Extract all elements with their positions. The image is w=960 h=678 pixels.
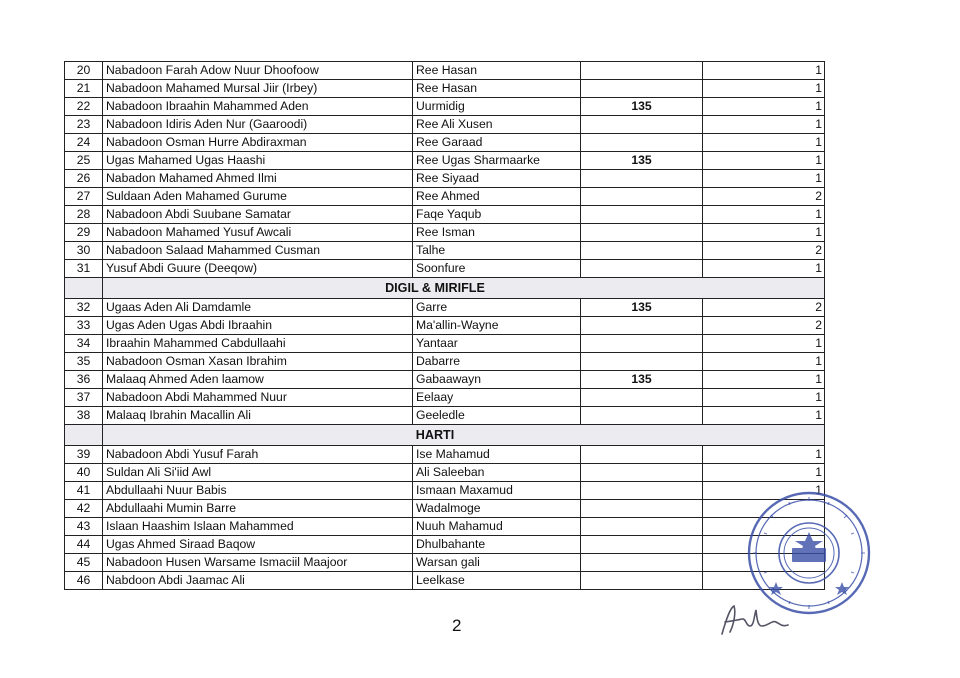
seat-count: [581, 482, 703, 500]
member-name: Abdullaahi Nuur Babis: [103, 482, 413, 500]
seat-count: [581, 446, 703, 464]
clan-name: Talhe: [413, 242, 581, 260]
member-name: Suldan Ali Si'iid Awl: [103, 464, 413, 482]
section-spacer: [65, 278, 103, 299]
clan-name: Gabaawayn: [413, 371, 581, 389]
clan-name: Soonfure: [413, 260, 581, 278]
section-title: DIGIL & MIRIFLE: [103, 278, 825, 299]
member-count: 1: [703, 482, 825, 500]
member-count: 1: [703, 446, 825, 464]
seat-count: [581, 224, 703, 242]
clan-name: Eelaay: [413, 389, 581, 407]
table-row: [65, 464, 825, 482]
section-title: HARTI: [103, 425, 825, 446]
clan-name: Yantaar: [413, 335, 581, 353]
seat-count: [581, 188, 703, 206]
table-row: [65, 242, 825, 260]
member-name: Nabadoon Abdi Yusuf Farah: [103, 446, 413, 464]
clan-name: Uurmidig: [413, 98, 581, 116]
row-number: 27: [65, 188, 103, 206]
member-name: Malaaq Ahmed Aden laamow: [103, 371, 413, 389]
member-count: 1: [703, 353, 825, 371]
member-count: 1: [703, 62, 825, 80]
seat-count: [581, 317, 703, 335]
clan-name: Dhulbahante: [413, 536, 581, 554]
seat-count: 135: [581, 371, 703, 389]
member-name: Nabadoon Osman Hurre Abdiraxman: [103, 134, 413, 152]
row-number: 31: [65, 260, 103, 278]
seat-count: [581, 500, 703, 518]
clan-name: Ree Ahmed: [413, 188, 581, 206]
member-count: 1: [703, 464, 825, 482]
clan-name: Nuuh Mahamud: [413, 518, 581, 536]
table-row: [65, 260, 825, 278]
row-number: 21: [65, 80, 103, 98]
seat-count: [581, 242, 703, 260]
table-row: [65, 500, 825, 518]
member-name: Nabadoon Abdi Suubane Samatar: [103, 206, 413, 224]
table-row: [65, 188, 825, 206]
row-number: 39: [65, 446, 103, 464]
member-count: 1: [703, 335, 825, 353]
row-number: 42: [65, 500, 103, 518]
member-name: Nabadoon Mahamed Mursal Jiir (Irbey): [103, 80, 413, 98]
member-name: Ugaas Aden Ali Damdamle: [103, 299, 413, 317]
member-name: Nabadoon Idiris Aden Nur (Gaaroodi): [103, 116, 413, 134]
seat-count: [581, 572, 703, 590]
member-count: 1: [703, 134, 825, 152]
clan-name: Ma'allin-Wayne: [413, 317, 581, 335]
table-row: [65, 317, 825, 335]
member-name: Nabadon Mahamed Ahmed Ilmi: [103, 170, 413, 188]
clan-name: Ree Ali Xusen: [413, 116, 581, 134]
table-row: [65, 206, 825, 224]
clan-name: Ree Hasan: [413, 62, 581, 80]
member-name: Malaaq Ibrahin Macallin Ali: [103, 407, 413, 425]
clan-name: Ree Siyaad: [413, 170, 581, 188]
member-count: 1: [703, 389, 825, 407]
member-count: 2: [703, 317, 825, 335]
member-name: Nabadoon Husen Warsame Ismaciil Maajoor: [103, 554, 413, 572]
member-name: Islaan Haashim Islaan Mahammed: [103, 518, 413, 536]
seat-count: 135: [581, 98, 703, 116]
row-number: 38: [65, 407, 103, 425]
seat-count: [581, 554, 703, 572]
row-number: 24: [65, 134, 103, 152]
section-header-row: [65, 425, 825, 446]
member-name: Nabadoon Abdi Mahammed Nuur: [103, 389, 413, 407]
row-number: 23: [65, 116, 103, 134]
member-count: 1: [703, 170, 825, 188]
table-row: [65, 224, 825, 242]
member-count: 1: [703, 116, 825, 134]
row-number: 30: [65, 242, 103, 260]
seat-count: [581, 134, 703, 152]
member-name: Nabadoon Salaad Mahammed Cusman: [103, 242, 413, 260]
row-number: 20: [65, 62, 103, 80]
table-row: [65, 536, 825, 554]
clan-name: Ree Ugas Sharmaarke: [413, 152, 581, 170]
member-name: Abdullaahi Mumin Barre: [103, 500, 413, 518]
row-number: 43: [65, 518, 103, 536]
member-name: Ugas Ahmed Siraad Baqow: [103, 536, 413, 554]
member-count: 1: [703, 80, 825, 98]
row-number: 32: [65, 299, 103, 317]
row-number: 28: [65, 206, 103, 224]
clan-name: Wadalmoge: [413, 500, 581, 518]
table-row: [65, 62, 825, 80]
table-row: [65, 407, 825, 425]
seat-count: [581, 407, 703, 425]
table-row: [65, 134, 825, 152]
clan-name: Ree Isman: [413, 224, 581, 242]
table-row: [65, 446, 825, 464]
member-count: 2: [703, 299, 825, 317]
table-row: [65, 152, 825, 170]
row-number: 34: [65, 335, 103, 353]
member-name: Nabdoon Abdi Jaamac Ali: [103, 572, 413, 590]
member-count: 1: [703, 224, 825, 242]
table-row: [65, 98, 825, 116]
row-number: 33: [65, 317, 103, 335]
seat-count: [581, 536, 703, 554]
member-name: Nabadoon Osman Xasan Ibrahim: [103, 353, 413, 371]
row-number: 35: [65, 353, 103, 371]
clan-name: Dabarre: [413, 353, 581, 371]
seat-count: [581, 116, 703, 134]
table-row: [65, 482, 825, 500]
table-row: [65, 335, 825, 353]
member-name: Ugas Mahamed Ugas Haashi: [103, 152, 413, 170]
row-number: 26: [65, 170, 103, 188]
clan-name: Ree Garaad: [413, 134, 581, 152]
table-row: [65, 299, 825, 317]
member-count: 2: [703, 242, 825, 260]
handwritten-signature-icon: [716, 600, 806, 640]
table-row: [65, 353, 825, 371]
clan-name: Geeledle: [413, 407, 581, 425]
member-name: Ibraahin Mahammed Cabdullaahi: [103, 335, 413, 353]
member-count: 2: [703, 188, 825, 206]
row-number: 37: [65, 389, 103, 407]
member-count: 1: [703, 206, 825, 224]
seat-count: 135: [581, 299, 703, 317]
row-number: 36: [65, 371, 103, 389]
seat-count: 135: [581, 152, 703, 170]
member-count: 1: [703, 407, 825, 425]
table-row: [65, 518, 825, 536]
seat-count: [581, 260, 703, 278]
row-number: 44: [65, 536, 103, 554]
member-count: 1: [703, 260, 825, 278]
member-name: Suldaan Aden Mahamed Gurume: [103, 188, 413, 206]
clan-name: Leelkase: [413, 572, 581, 590]
seat-count: [581, 518, 703, 536]
row-number: 22: [65, 98, 103, 116]
table-row: [65, 554, 825, 572]
seat-count: [581, 353, 703, 371]
row-number: 29: [65, 224, 103, 242]
row-number: 46: [65, 572, 103, 590]
seat-count: [581, 206, 703, 224]
section-spacer: [65, 425, 103, 446]
row-number: 45: [65, 554, 103, 572]
clan-name: Ismaan Maxamud: [413, 482, 581, 500]
member-name: Yusuf Abdi Guure (Deeqow): [103, 260, 413, 278]
member-name: Nabadoon Mahamed Yusuf Awcali: [103, 224, 413, 242]
page-number: 2: [452, 616, 462, 635]
table-row: [65, 389, 825, 407]
member-count: 1: [703, 371, 825, 389]
official-seal-icon: [744, 488, 874, 618]
seat-count: [581, 62, 703, 80]
table-row: [65, 116, 825, 134]
member-name: Ugas Aden Ugas Abdi Ibraahin: [103, 317, 413, 335]
seat-count: [581, 80, 703, 98]
seat-count: [581, 389, 703, 407]
member-count: 1: [703, 98, 825, 116]
seat-count: [581, 464, 703, 482]
member-table: [64, 61, 825, 590]
clan-name: Ise Mahamud: [413, 446, 581, 464]
table-row: [65, 371, 825, 389]
clan-name: Ali Saleeban: [413, 464, 581, 482]
row-number: 40: [65, 464, 103, 482]
section-header-row: [65, 278, 825, 299]
row-number: 25: [65, 152, 103, 170]
table-row: [65, 572, 825, 590]
seat-count: [581, 170, 703, 188]
row-number: 41: [65, 482, 103, 500]
table-row: [65, 170, 825, 188]
member-count: 1: [703, 152, 825, 170]
clan-name: Faqe Yaqub: [413, 206, 581, 224]
table-row: [65, 80, 825, 98]
clan-name: Ree Hasan: [413, 80, 581, 98]
clan-name: Garre: [413, 299, 581, 317]
seat-count: [581, 335, 703, 353]
member-name: Nabadoon Farah Adow Nuur Dhoofoow: [103, 62, 413, 80]
clan-name: Warsan gali: [413, 554, 581, 572]
member-name: Nabadoon Ibraahin Mahammed Aden: [103, 98, 413, 116]
